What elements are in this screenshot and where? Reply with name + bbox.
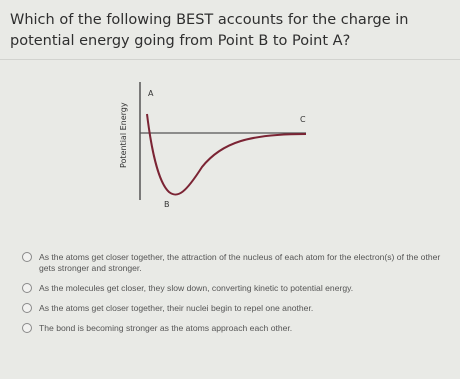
option-label: As the atoms get closer together, the attraction of the nucleus of each atom for the electron(s) of the other gets stronger and stronger. (39, 252, 441, 273)
option-label: As the atoms get closer together, their nuclei begin to repel one another. (39, 303, 314, 313)
option-2[interactable] (22, 283, 452, 294)
option-label: As the molecules get closer, they slow down, converting kinetic to potential energy. (39, 283, 354, 293)
option-1[interactable] (22, 252, 452, 274)
radio-button[interactable] (22, 323, 32, 333)
y-axis-label: Potential Energy (119, 102, 128, 168)
divider (0, 59, 460, 60)
radio-button[interactable] (22, 283, 32, 293)
point-a-label: A (148, 89, 154, 98)
option-3[interactable] (22, 303, 452, 314)
radio-button[interactable] (22, 252, 32, 262)
option-4[interactable] (22, 323, 452, 334)
option-label: The bond is becoming stronger as the atoms approach each other. (39, 323, 293, 333)
point-b-label: B (164, 200, 170, 209)
question-text: Which of the following BEST accounts for the charge in potential energy going from Point B to Point A? (10, 12, 409, 49)
energy-curve (147, 114, 306, 195)
potential-energy-graph (110, 72, 310, 212)
answer-options (22, 252, 452, 343)
point-c-label: C (300, 115, 306, 124)
radio-button[interactable] (22, 303, 32, 313)
